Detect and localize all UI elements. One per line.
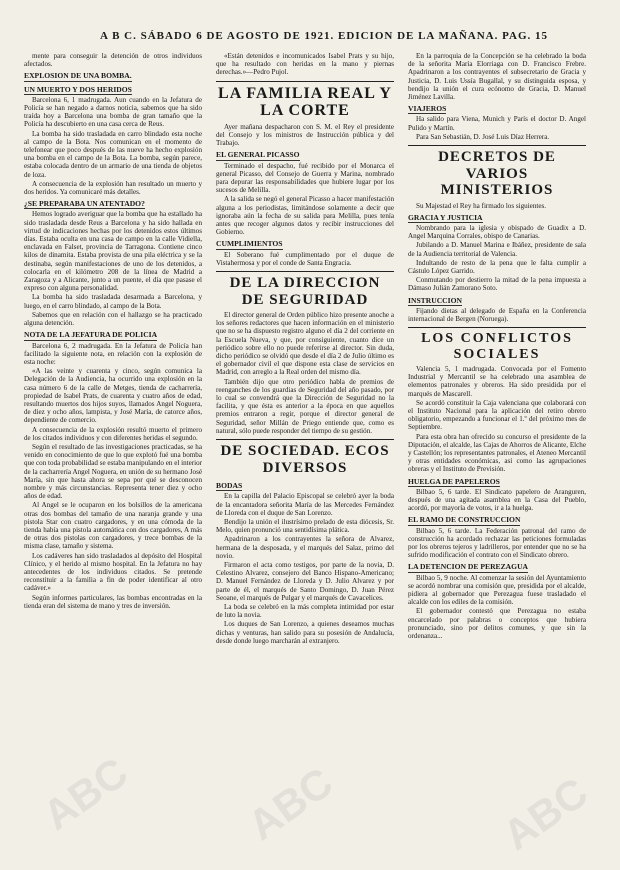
article-paragraph: Los cadáveres han sido trasladados al depósito del Hospital Clínico, y el herido al mismo hospital. En la Jefatura no hay antecedentes de los individuos citados. Se pretende reconstituir a la familia a fin de poder identificar al otro cadáver.» (24, 551, 202, 593)
article-paragraph: La bomba ha sido trasladada desarmada a Barcelona, y luego, en el carro blindado, al campo de la Bota. (24, 293, 202, 310)
article-paragraph: En la capilla del Palacio Episcopal se celebró ayer la boda de la encantadora señorita María de las Mercedes Fernández de Lloreda con el duque de San Lorenzo. (216, 492, 394, 517)
article-paragraph: También dijo que otro periódico habla de premios de reenganches de los guardias de Seguridad del año pasado, por lo cual se convendrá que la Dirección de Seguridad no la facilita, y que ésta es anterior a la época en que aquellos premios entraron a regir, porque el director general de Seguridad, señor Millán de Priego entiende que, como es natural, sólo puede responder del tiempo de su gestión. (216, 377, 394, 435)
section-headline: LOS CONFLICTOS SOCIALES (408, 327, 586, 362)
article-paragraph: Para San Sebastián, D. José Luis Díaz Herrera. (416, 132, 550, 141)
subheading: ¿SE PREPARABA UN ATENTADO? (24, 199, 145, 209)
subheading: EXPLOSION DE UNA BOMBA. (24, 71, 132, 81)
article-paragraph: Según el resultado de las investigaciones practicadas, se ha venido en conocimiento de que lo que explotó fué una bomba que con toda probabilidad se estaba manipulando en el interior de la cacharrería Angel Noguera, en unión de su hermano José María, sin que hasta ahora se sepa por qué se desconocen nombre y más circunstancias. Representa tener diez y ocho años de edad. (24, 442, 202, 501)
watermark: ABC (239, 758, 341, 849)
article-paragraph: Hemos logrado averiguar que la bomba que ha estallado ha sido trasladada desde Reus a Barcelona y ha sido hallada en virtud de indicaciones hechas por los detenidos estos últimos días. Estaba oculta en una casa de campo en la calle Vidiella, enclavada en Falset, provincia de Tarragona. Contiene cinco kilos de dinamita. Estaba provista de una pila eléctrica y se la destinaba, según manifestaciones de uno de los detenidos, a colocarla en el kilómetro 208 de la línea de Madrid a Zaragoza y a Alicante, junto a un puente, el día que pasase el expreso con alguna personalidad. (24, 210, 202, 293)
article-paragraph: Su Majestad el Rey ha firmado los siguientes. (416, 201, 547, 210)
subheading: HUELGA DE PAPELEROS (408, 476, 500, 486)
section-headline: LA FAMILIA REAL Y LA CORTE (216, 81, 394, 120)
article-paragraph: Indultando de resto de la pena que le falta cumplir a Cástulo López Garrido. (408, 258, 586, 275)
subheading: GRACIA Y JUSTICIA (408, 212, 483, 222)
subheading: CUMPLIMIENTOS (216, 239, 283, 249)
subheading: UN MUERTO Y DOS HERIDOS (24, 84, 132, 94)
section-headline: DECRETOS DE VARIOS MINISTERIOS (408, 145, 586, 199)
article-paragraph: Barcelona 6, 2 madrugada. En la Jefatura de Policía han facilitado la siguiente nota, en relación con la explosión de esta noche: (24, 341, 202, 366)
article-paragraph: Jubilando a D. Manuel Marina e Ibáñez, presidente de sala de la Audiencia territorial de Valencia. (408, 241, 586, 258)
article-paragraph: El gobernador contestó que Perezagua no estaba encarcelado por palabras o conceptos que hubiera pronunciado, sino por delitos comunes, y que sin la ordenanza... (408, 607, 586, 641)
article-paragraph: La bomba ha sido trasladada en carro blindado esta noche al campo de la Bota. Nos comunican en el momento de telefonear que poco después de las nueve ha hecho explosión una bomba en el campo de la Bota. La bomba, según parece, estaba colocada dentro de un armario de una tienda de objetos de loza. (24, 129, 202, 179)
article-paragraph: Conmutando por destierro la mitad de la pena impuesta a Dámaso Julián Zamorano Soto. (408, 276, 586, 293)
article-paragraph: Bendijo la unión el ilustrísimo prelado de esta diócesis, Sr. Melo, quien pronunció una sentidísima plática. (216, 517, 394, 535)
watermark: ABC (34, 748, 136, 839)
article-paragraph: «Están detenidos e incomunicados Isabel Prats y su hijo, que ha resultado con heridas en la mano y piernas derechas.»—Pedro Pujol. (216, 52, 394, 77)
column-2 (216, 52, 394, 862)
subheading: VIAJEROS (408, 104, 447, 114)
column-1 (24, 52, 202, 862)
article-paragraph: «A las veinte y cuarenta y cinco, según comunica la Delegación de la Audiencia, ha ocurrido una explosión en la casa número 6 de la calle de Metges, tienda de cacharrería, propiedad de Isabel Prats, de cuarenta y cuatro años de edad, resultando muertos dos hijos suyos, llamados Angel Noguera, de diez y ocho años, lampista, y José María, de catorce años, dependiente de comercio. (24, 367, 202, 425)
article-paragraph: A la salida se negó el general Picasso a hacer manifestación alguna a los periodistas, limitándose solamente a decir que ignoraba aún la fecha de su salida para Melilla, pues tenía antes que recoger algunos datos y recibir instrucciones del Gobierno. (216, 195, 394, 237)
article-paragraph: A consecuencia de la explosión resultó muerto el primero de los citados individuos y con diferentes heridas el segundo. (24, 425, 202, 442)
subheading: BODAS (216, 481, 243, 491)
section-headline: DE SOCIEDAD. ECOS DIVERSOS (216, 439, 394, 476)
article-paragraph: El Soberano fué cumplimentado por el duque de Vistahermosa y por el conde de Santa Engracia. (216, 250, 394, 267)
column-3 (408, 52, 586, 862)
article-paragraph: Terminado el despacho, fué recibido por el Monarca el general Picasso, del Consejo de Guerra y Marina, nombrado para depurar las responsabilidades que hubiere lugar por los sucesos de Melilla. (216, 161, 394, 195)
article-paragraph: Se acordó constituir la Caja valenciana que colaborará con el Instituto Nacional para la aplicación del retiro obrero obligatorio, empezando a funcionar el 1.º del próximo mes de Septiembre. (408, 398, 586, 432)
subheading: EL GENERAL PICASSO (216, 150, 300, 160)
article-paragraph: Nombrando para la iglesia y obispado de Guadix a D. Angel Marquina Corrales, obispo de Canarias. (408, 223, 586, 241)
article-paragraph: Bilbao 5, 6 tarde. La Federación patronal del ramo de construcción ha acordado rechazar las peticiones formuladas por los obreros tejeros y ladrilleros, por entender que no se ha sufrido modificación el contrato con el Sindicato obrero. (408, 526, 586, 560)
article-paragraph: Los duques de San Lorenzo, a quienes deseamos muchas dichas y venturas, han salido para su posesión de Andalucía, desde donde luego marcharán al extranjero. (216, 620, 394, 645)
masthead: A B C. SÁBADO 6 DE AGOSTO DE 1921. EDICION DE LA MAÑANA. PAG. 15 (100, 30, 549, 42)
article-paragraph: Apadrinaron a los contrayentes la señora de Alvarez, hermana de la desposada, y el marqués del Salaz, primo del novio. (216, 535, 394, 560)
article-paragraph: Bilbao 5, 9 noche. Al comenzar la sesión del Ayuntamiento se acordó nombrar una comisión que, presidida por el alcalde, pidiera al gobernador que Perezagua fuese trasladado el alcalde con los ediles de la comisión. (408, 573, 586, 607)
article-paragraph: Barcelona 6, 1 madrugada. Aun cuando en la Jefatura de Policía se han negado a darnos noticia, sabemos que ha sido traída hoy a Barcelona una bomba de gran tamaño que la Policía ha descubierto en una casa cerca de Reus. (24, 95, 202, 129)
article-paragraph: La boda se celebró en la más completa intimidad por estar de luto la novia. (216, 602, 394, 620)
subheading: INSTRUCCION (408, 295, 463, 305)
article-paragraph: Según informes particulares, las bombas encontradas en la tienda eran del sistema de mano y tres de inversión. (24, 593, 202, 610)
article-paragraph: En la parroquia de la Concepción se ha celebrado la boda de la señorita María Elorriaga con D. Francisco Frebre. Apadrinaron a los contrayentes el subsecretario de Gracia y Justicia, D. Luis Ussía Bugallal, y su distinguida esposa, y bendijo la unión el cura ecónomo de Gracia, D. Manuel Jiménez Lavilla. (408, 52, 586, 102)
article-paragraph: Al Angel se le ocuparon en los bolsillos de la americana otras dos bombas del tamaño de una naranja grande y una pistola Star con cuatro cargadores, y en una cómoda de la tienda había una pistola automática con dos cargadores, A más de otras dos pistolas con cargadores, y trece bombas de la misma clase, tamaño y sistema. (24, 501, 202, 551)
subheading: LA DETENCION DE PEREZAGUA (408, 562, 529, 572)
article-paragraph: Ha salido para Viena, Munich y París el doctor D. Angel Pulido y Martín. (408, 115, 586, 132)
article-paragraph: Para esta obra han ofrecido su concurso el presidente de la Diputación, el alcalde, las Cajas de Ahorros de Alicante, Elche y Castellón; los representantes patronales, el Ateneo Mercantil y otras entidades económicas, así como las agrupaciones obreras y el Instituto de Previsión. (408, 432, 586, 474)
article-paragraph: Firmaron el acta como testigos, por parte de la novia, D. Celestino Alvarez, consejero del Banco Hispano-Americano; D. Manuel Fernández de Lloreda y D. Julio Alvarez y por parte de él, el marqués de Santo Domingo, D. Juan Pérez Seoane, el marqués de Pulgar y el marqués de Cavacelices. (216, 560, 394, 602)
article-paragraph: mente para conseguir la detención de otros individuos afectados. (24, 52, 202, 69)
watermark: ABC (494, 768, 596, 859)
article-paragraph: Bilbao 5, 6 tarde. El Sindicato papelero de Aranguren, después de una agitada asamblea en la Casa del Pueblo, acordó, por mayoría de votos, ir a la huelga. (408, 487, 586, 513)
subheading: EL RAMO DE CONSTRUCCION (408, 515, 521, 525)
article-paragraph: Sabemos que en relación con el hallazgo se ha practicado alguna detención. (24, 310, 202, 328)
subheading: NOTA DE LA JEFATURA DE POLICIA (24, 330, 158, 340)
article-paragraph: Fijando dietas al delegado de España en la Conferencia internacional de Bergen (Noruega). (408, 306, 586, 323)
article-paragraph: Valencia 5, 1 madrugada. Convocada por el Fomento Industrial y Mercantil se ha celebrado una asamblea de elementos patronales y obreros. Ha sido presidida por el marqués de Mascarell. (408, 364, 586, 398)
section-headline: DE LA DIRECCION DE SEGURIDAD (216, 271, 394, 308)
article-paragraph: El director general de Orden público hizo presente anoche a los señores redactores que hacen información en el ministerio que no se ha dispuesto registro alguno el día 2 del corriente en la Escuela Nueva, y que, por consiguiente, cuanto dice un periódico sobre ello no puede referirse al director. Sin duda, dicho periódico se olvidó que desde el día 2 de Julio último es el gobernador civil el que dispone esta clase de servicios en Madrid, con arreglo a la Real orden del mismo día. (216, 311, 394, 377)
article-paragraph: Ayer mañana despacharon con S. M. el Rey el presidente del Consejo y los ministros de Instrucción pública y del Trabajo. (216, 122, 394, 148)
article-paragraph: A consecuencia de la explosión han resultado un muerto y dos heridos. Ya comunicaré más detalles. (24, 179, 202, 197)
